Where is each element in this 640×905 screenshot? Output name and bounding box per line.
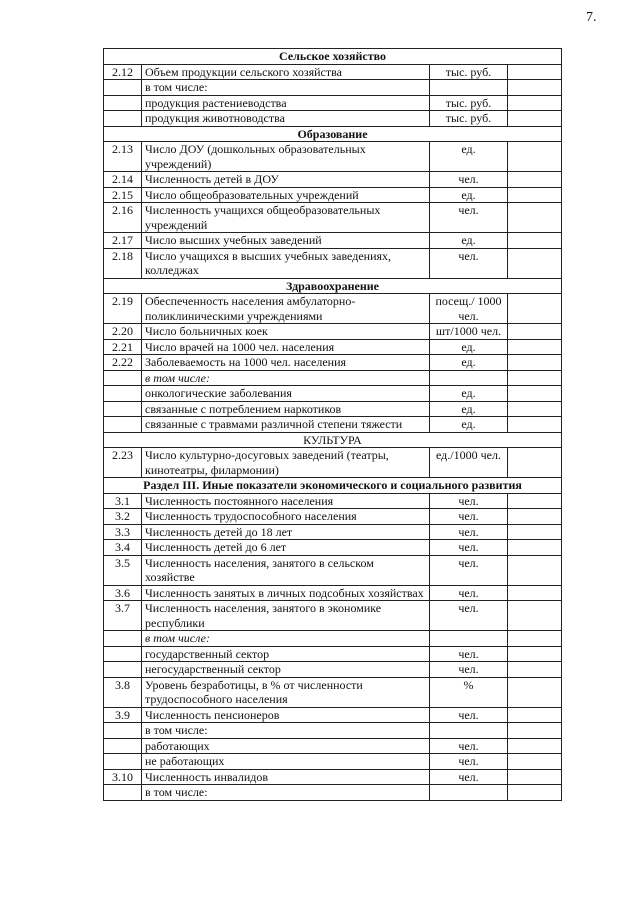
row-number: 3.6 <box>104 585 142 601</box>
row-number: 3.4 <box>104 540 142 556</box>
table-row <box>104 707 562 723</box>
value-cell <box>508 662 562 678</box>
value-cell <box>508 677 562 707</box>
indicator-name: Численность занятых в личных подсобных хозяйствах <box>142 585 430 601</box>
row-number: 2.21 <box>104 339 142 355</box>
row-number: 3.8 <box>104 677 142 707</box>
row-number <box>104 631 142 647</box>
table-row <box>104 294 562 324</box>
value-cell <box>508 111 562 127</box>
row-number <box>104 646 142 662</box>
table-row <box>104 339 562 355</box>
unit-of-measure: чел. <box>430 769 508 785</box>
row-number <box>104 401 142 417</box>
value-cell <box>508 355 562 371</box>
value-cell <box>508 187 562 203</box>
value-cell <box>508 785 562 801</box>
indicator-name: Численность учащихся общеобразовательных учреждений <box>142 203 430 233</box>
indicator-name: Численность населения, занятого в экономике республики <box>142 601 430 631</box>
unit-of-measure: ед. <box>430 386 508 402</box>
row-number <box>104 754 142 770</box>
table-row <box>104 524 562 540</box>
value-cell <box>508 339 562 355</box>
value-cell <box>508 80 562 96</box>
value-cell <box>508 540 562 556</box>
row-number: 2.20 <box>104 324 142 340</box>
table-row <box>104 324 562 340</box>
row-number: 3.3 <box>104 524 142 540</box>
table-row <box>104 95 562 111</box>
unit-of-measure: ед. <box>430 417 508 433</box>
indicator-name: в том числе: <box>142 785 430 801</box>
table-row <box>104 723 562 739</box>
value-cell <box>508 524 562 540</box>
table-row <box>104 631 562 647</box>
unit-of-measure: чел. <box>430 493 508 509</box>
row-number: 2.18 <box>104 248 142 278</box>
unit-of-measure: ед. <box>430 142 508 172</box>
unit-of-measure: чел. <box>430 707 508 723</box>
row-number: 2.17 <box>104 233 142 249</box>
unit-of-measure <box>430 631 508 647</box>
indicator-name: Численность пенсионеров <box>142 707 430 723</box>
section-title: Сельское хозяйство <box>104 49 562 65</box>
indicator-name: Численность трудоспособного населения <box>142 509 430 525</box>
section-header-row <box>104 126 562 142</box>
unit-of-measure <box>430 370 508 386</box>
row-number: 2.23 <box>104 448 142 478</box>
value-cell <box>508 585 562 601</box>
row-number: 3.1 <box>104 493 142 509</box>
unit-of-measure: чел. <box>430 555 508 585</box>
row-number <box>104 785 142 801</box>
row-number: 2.15 <box>104 187 142 203</box>
value-cell <box>508 493 562 509</box>
indicator-name: работающих <box>142 738 430 754</box>
section-header-row <box>104 478 562 494</box>
indicator-name: Численность постоянного населения <box>142 493 430 509</box>
unit-of-measure: тыс. руб. <box>430 95 508 111</box>
unit-of-measure: шт/1000 чел. <box>430 324 508 340</box>
table-row <box>104 355 562 371</box>
row-number: 3.5 <box>104 555 142 585</box>
indicator-name: Численность детей в ДОУ <box>142 172 430 188</box>
unit-of-measure: чел. <box>430 509 508 525</box>
value-cell <box>508 631 562 647</box>
row-number <box>104 95 142 111</box>
table-row <box>104 493 562 509</box>
unit-of-measure: чел. <box>430 203 508 233</box>
table-row <box>104 386 562 402</box>
table-row <box>104 738 562 754</box>
indicator-name: Объем продукции сельского хозяйства <box>142 64 430 80</box>
table-row <box>104 142 562 172</box>
unit-of-measure: чел. <box>430 754 508 770</box>
value-cell <box>508 601 562 631</box>
table-row <box>104 248 562 278</box>
unit-of-measure: чел. <box>430 601 508 631</box>
table-row <box>104 754 562 770</box>
section-header-row <box>104 432 562 448</box>
unit-of-measure <box>430 80 508 96</box>
value-cell <box>508 324 562 340</box>
section-header-row <box>104 49 562 65</box>
value-cell <box>508 370 562 386</box>
table-row <box>104 448 562 478</box>
indicator-name: Уровень безработицы, в % от численности трудоспособного населения <box>142 677 430 707</box>
indicator-name: Численность населения, занятого в сельском хозяйстве <box>142 555 430 585</box>
table-row <box>104 677 562 707</box>
indicator-name: Число высших учебных заведений <box>142 233 430 249</box>
unit-of-measure: ед. <box>430 233 508 249</box>
indicator-name: Число больничных коек <box>142 324 430 340</box>
value-cell <box>508 754 562 770</box>
value-cell <box>508 401 562 417</box>
indicator-name: в том числе: <box>142 631 430 647</box>
indicator-name: не работающих <box>142 754 430 770</box>
value-cell <box>508 172 562 188</box>
row-number: 2.16 <box>104 203 142 233</box>
unit-of-measure: чел. <box>430 646 508 662</box>
indicator-name: Заболеваемость на 1000 чел. населения <box>142 355 430 371</box>
section-title: Здравоохранение <box>104 278 562 294</box>
unit-of-measure: тыс. руб. <box>430 64 508 80</box>
row-number: 2.19 <box>104 294 142 324</box>
value-cell <box>508 448 562 478</box>
value-cell <box>508 386 562 402</box>
table-row <box>104 646 562 662</box>
section-title: КУЛЬТУРА <box>104 432 562 448</box>
unit-of-measure: чел. <box>430 540 508 556</box>
table-row <box>104 585 562 601</box>
table-row <box>104 417 562 433</box>
indicator-name: государственный сектор <box>142 646 430 662</box>
table-row <box>104 555 562 585</box>
value-cell <box>508 723 562 739</box>
row-number <box>104 417 142 433</box>
unit-of-measure: тыс. руб. <box>430 111 508 127</box>
page-number: 7. <box>586 10 597 25</box>
indicator-name: в том числе: <box>142 80 430 96</box>
indicator-name: Число врачей на 1000 чел. населения <box>142 339 430 355</box>
table-row <box>104 187 562 203</box>
unit-of-measure: ед./1000 чел. <box>430 448 508 478</box>
table-row <box>104 769 562 785</box>
value-cell <box>508 769 562 785</box>
section-title: Раздел III. Иные показатели экономического и социального развития <box>104 478 562 494</box>
unit-of-measure: чел. <box>430 738 508 754</box>
indicator-name: Обеспеченность населения амбулаторно-поликлиническими учреждениями <box>142 294 430 324</box>
unit-of-measure: ед. <box>430 401 508 417</box>
value-cell <box>508 95 562 111</box>
row-number <box>104 370 142 386</box>
unit-of-measure <box>430 785 508 801</box>
indicator-name: Численность детей до 18 лет <box>142 524 430 540</box>
value-cell <box>508 203 562 233</box>
table-row <box>104 540 562 556</box>
indicator-name: Численность детей до 6 лет <box>142 540 430 556</box>
indicator-name: Число культурно-досуговых заведений (театры, кинотеатры, филармонии) <box>142 448 430 478</box>
indicator-name: продукция животноводства <box>142 111 430 127</box>
indicator-name: в том числе: <box>142 370 430 386</box>
table-row <box>104 401 562 417</box>
value-cell <box>508 555 562 585</box>
row-number <box>104 386 142 402</box>
indicator-name: онкологические заболевания <box>142 386 430 402</box>
indicator-name: негосударственный сектор <box>142 662 430 678</box>
value-cell <box>508 233 562 249</box>
table-row <box>104 509 562 525</box>
value-cell <box>508 294 562 324</box>
row-number <box>104 738 142 754</box>
table-row <box>104 172 562 188</box>
unit-of-measure: % <box>430 677 508 707</box>
unit-of-measure: ед. <box>430 355 508 371</box>
row-number: 3.7 <box>104 601 142 631</box>
indicator-name: связанные с потреблением наркотиков <box>142 401 430 417</box>
table-row <box>104 601 562 631</box>
unit-of-measure: ед. <box>430 339 508 355</box>
unit-of-measure: посещ./ 1000 чел. <box>430 294 508 324</box>
indicator-name: Численность инвалидов <box>142 769 430 785</box>
value-cell <box>508 417 562 433</box>
row-number <box>104 111 142 127</box>
indicator-name: продукция растениеводства <box>142 95 430 111</box>
table-row <box>104 662 562 678</box>
value-cell <box>508 142 562 172</box>
row-number: 2.13 <box>104 142 142 172</box>
row-number: 3.9 <box>104 707 142 723</box>
unit-of-measure: чел. <box>430 524 508 540</box>
indicator-name: Число общеобразовательных учреждений <box>142 187 430 203</box>
row-number: 2.14 <box>104 172 142 188</box>
unit-of-measure: чел. <box>430 172 508 188</box>
row-number: 3.10 <box>104 769 142 785</box>
row-number <box>104 662 142 678</box>
row-number: 3.2 <box>104 509 142 525</box>
indicator-name: связанные с травмами различной степени тяжести <box>142 417 430 433</box>
unit-of-measure: чел. <box>430 662 508 678</box>
unit-of-measure: ед. <box>430 187 508 203</box>
value-cell <box>508 707 562 723</box>
indicator-name: Число ДОУ (дошкольных образовательных учреждений) <box>142 142 430 172</box>
row-number <box>104 723 142 739</box>
row-number <box>104 80 142 96</box>
value-cell <box>508 738 562 754</box>
unit-of-measure: чел. <box>430 248 508 278</box>
unit-of-measure <box>430 723 508 739</box>
table-row <box>104 111 562 127</box>
indicators-table <box>103 48 562 801</box>
value-cell <box>508 64 562 80</box>
indicator-name: Число учащихся в высших учебных заведениях, колледжах <box>142 248 430 278</box>
table-row <box>104 370 562 386</box>
value-cell <box>508 646 562 662</box>
unit-of-measure: чел. <box>430 585 508 601</box>
row-number: 2.22 <box>104 355 142 371</box>
table-row <box>104 80 562 96</box>
table-row <box>104 203 562 233</box>
value-cell <box>508 509 562 525</box>
row-number: 2.12 <box>104 64 142 80</box>
indicator-name: в том числе: <box>142 723 430 739</box>
table-row <box>104 64 562 80</box>
value-cell <box>508 248 562 278</box>
section-title: Образование <box>104 126 562 142</box>
section-header-row <box>104 278 562 294</box>
table-row <box>104 785 562 801</box>
table-row <box>104 233 562 249</box>
